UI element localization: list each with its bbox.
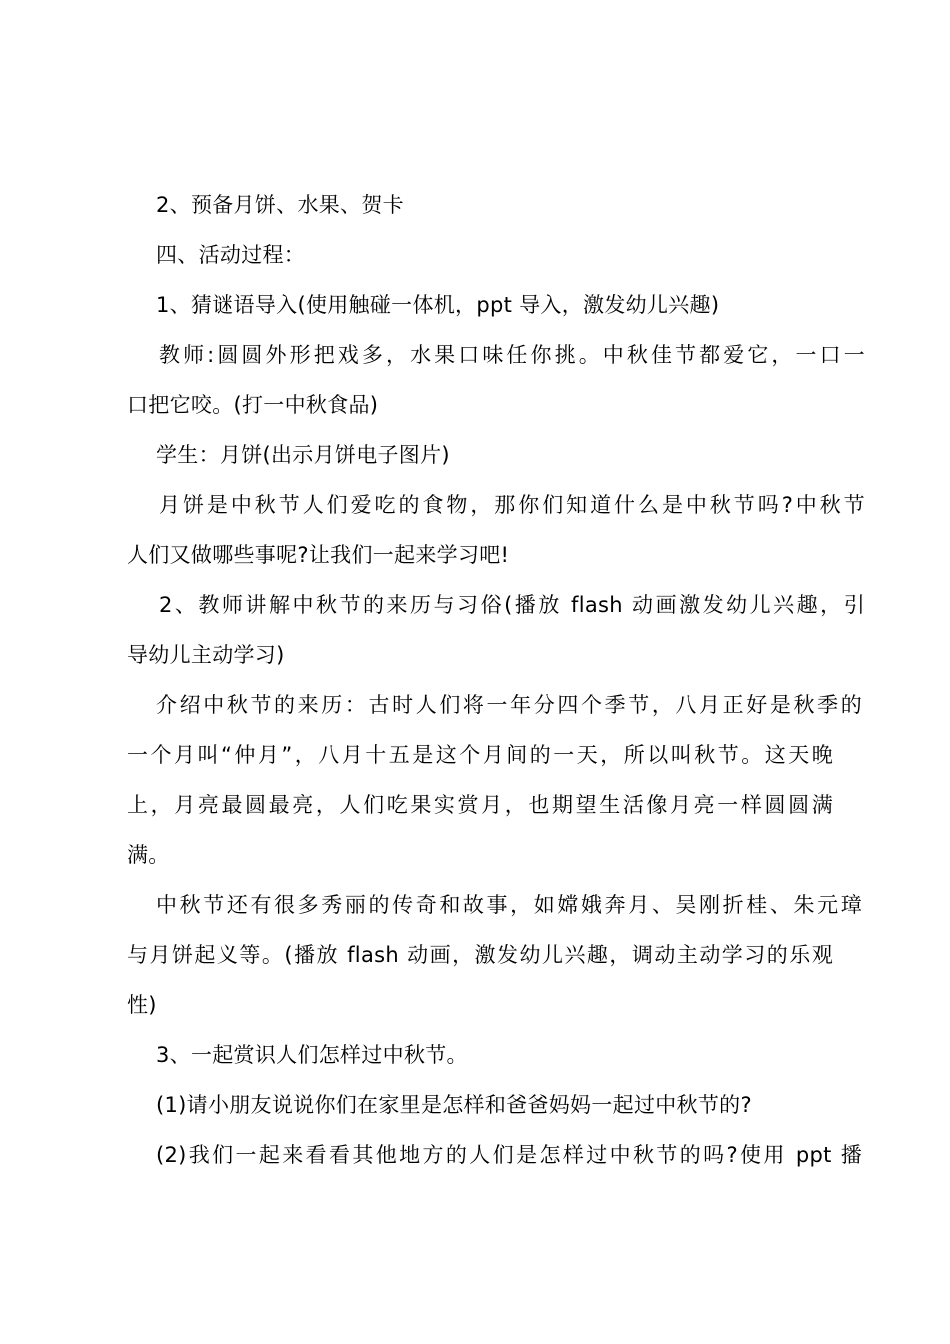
mooncake-paragraph-line-2: 人们又做哪些事呢?让我们一起来学习吧! xyxy=(127,543,510,567)
step-1-riddle-intro: 1、猜谜语导入(使用触碰一体机，ppt 导入，激发幼儿兴趣) xyxy=(156,293,720,317)
step-2-teacher-explains-line-2: 导幼儿主动学习) xyxy=(127,643,285,667)
student-answer: 学生：月饼(出示月饼电子图片) xyxy=(156,443,450,467)
mooncake-paragraph-line-1: 月饼是中秋节人们爱吃的食物，那你们知道什么是中秋节吗?中秋节 xyxy=(159,493,865,517)
teacher-riddle-line-1: 教师:圆圆外形把戏多，水果口味任你挑。中秋佳节都爱它，一口一 xyxy=(159,343,865,367)
section-heading-activity-process: 四、活动过程： xyxy=(156,243,306,267)
origin-paragraph-line-1: 介绍中秋节的来历：古时人们将一年分四个季节，八月正好是秋季的 xyxy=(156,693,862,717)
item-prepare-materials: 2、预备月饼、水果、贺卡 xyxy=(156,193,404,217)
teacher-riddle-line-2: 口把它咬。(打一中秋食品) xyxy=(127,393,379,417)
question-1: (1)请小朋友说说你们在家里是怎样和爸爸妈妈一起过中秋节的? xyxy=(156,1093,752,1117)
question-2: (2)我们一起来看看其他地方的人们是怎样过中秋节的吗?使用 ppt 播 xyxy=(156,1143,862,1167)
origin-paragraph-line-2: 一个月叫“仲月”，八月十五是这个月间的一天，所以叫秋节。这天晚 xyxy=(127,743,833,767)
legends-paragraph-line-1: 中秋节还有很多秀丽的传奇和故事，如嫦娥奔月、吴刚折桂、朱元璋 xyxy=(156,893,862,917)
legends-paragraph-line-3: 性) xyxy=(127,993,157,1017)
origin-paragraph-line-3: 上，月亮最圆最亮，人们吃果实赏月，也期望生活像月亮一样圆圆满 xyxy=(127,793,833,817)
step-2-teacher-explains-line-1: 2、教师讲解中秋节的来历与习俗(播放 flash 动画激发幼儿兴趣，引 xyxy=(159,593,865,617)
origin-paragraph-line-4: 满。 xyxy=(127,843,170,867)
step-3-appreciate-customs: 3、一起赏识人们怎样过中秋节。 xyxy=(156,1043,468,1067)
legends-paragraph-line-2: 与月饼起义等。(播放 flash 动画，激发幼儿兴趣，调动主动学习的乐观 xyxy=(127,943,833,967)
